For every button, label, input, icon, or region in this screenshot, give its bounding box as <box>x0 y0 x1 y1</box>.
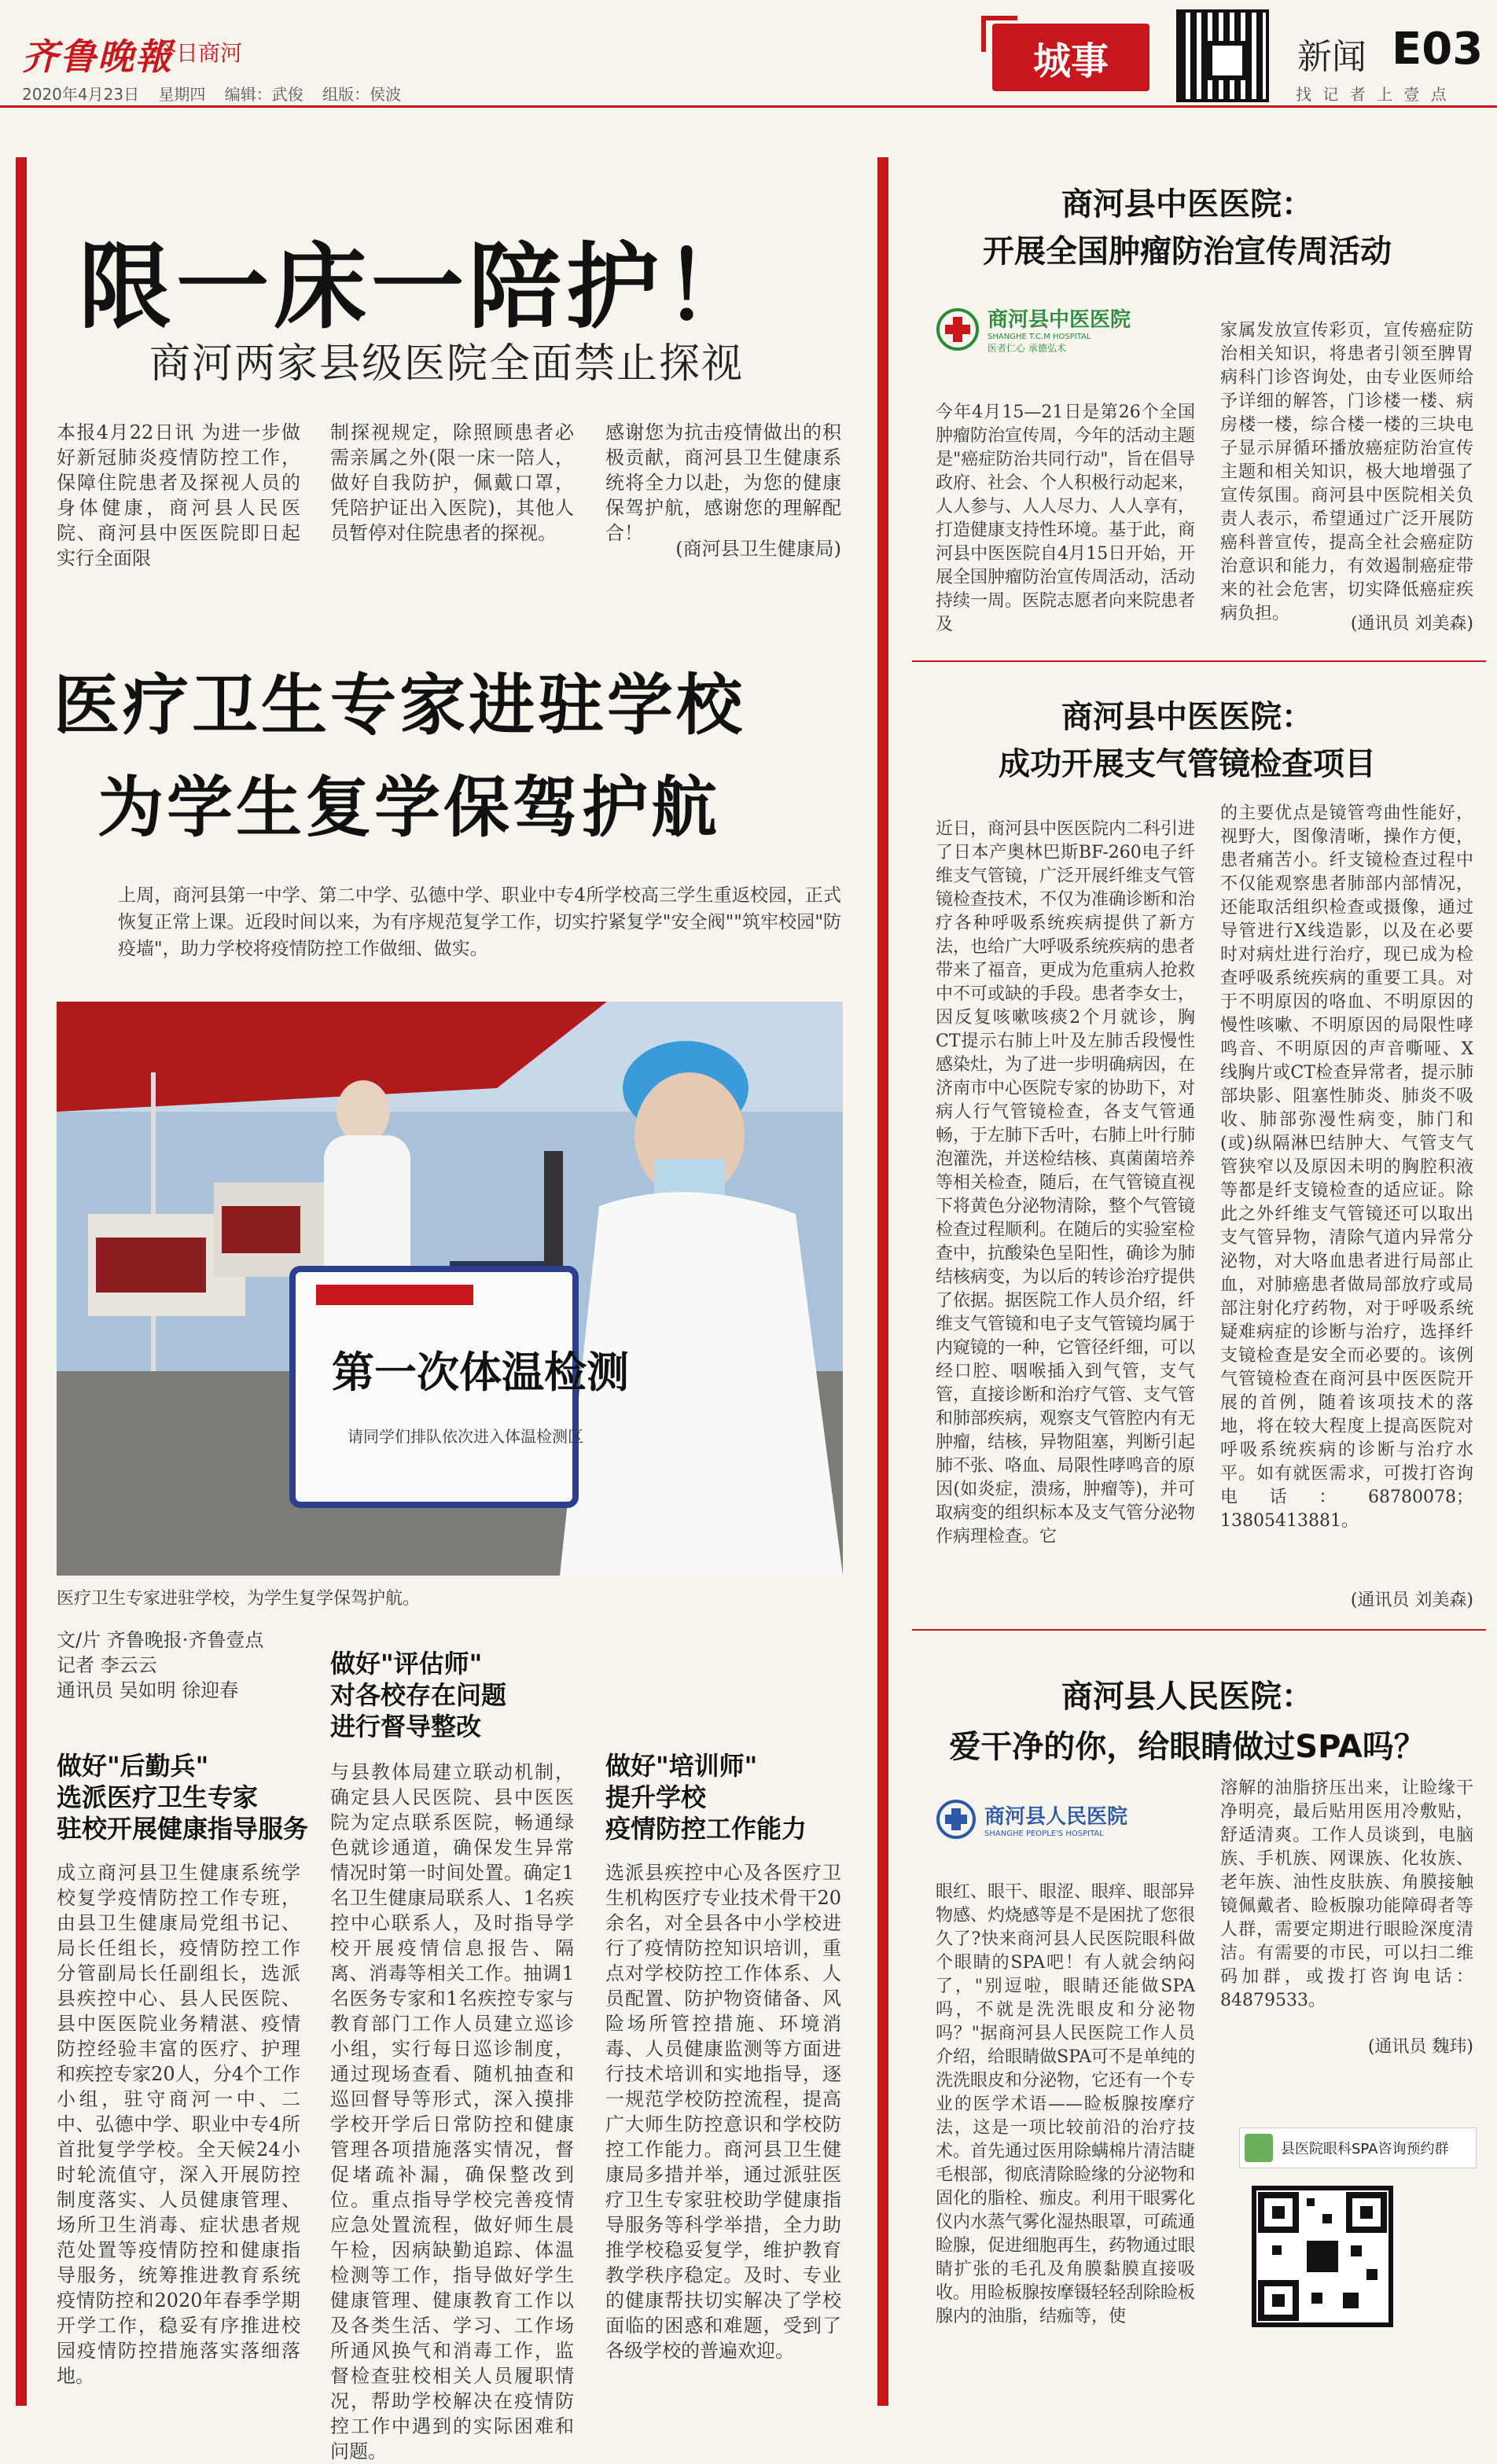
story3-title-line1: 商河县中医医院： <box>1061 186 1313 222</box>
story2-sub1-body: 成立商河县卫生健康系统学校复学疫情防控工作专班，由县卫生健康局党组书记、局长任组长，疫情防控工作分管副局长任副组长，选派县疾控中心、县人民医院、县中医医院业务精湛、疫情防控经验丰富的医疗、护理和疾控专家20人，分4个工作小组，驻守商河一中、二中、弘德中学、职业中专4所首批复学学校。全天候24小时轮流值守，深入开展防控制度落实、人员健康管理、场所卫生消毒、症状患者规范处置等疫情防控和健康指导服务，统筹推进教育系统疫情防控和2020年春季学期开学工作，稳妥有序推进校园疫情防控措施落实落细落地。 <box>57 1862 300 2387</box>
credit-line: 记者 李云云 <box>57 1654 157 1676</box>
story3-logo-name: 商河县中医医院 <box>988 308 1131 332</box>
story4-col2: 的主要优点是镜管弯曲性能好，视野大，图像清晰，操作方便，患者痛苦小。纤支镜检查过程中不仅能观察患者肺部内部情况，还能取活组织检查或摄像，通过导管进行X线造影，以及在必要时对病灶进行治疗，现已成为检查呼吸系统疾病的重要工具。对于不明原因的咯血、不明原因的慢性咳嗽、不明原因的局限性哮鸣音、不明原因的声音嘶哑、X线胸片或CT检查异常者，提示肺部块影、阻塞性肺炎、肺炎不吸收、肺部弥漫性病变，肺门和(或)纵隔淋巴结肿大、气管支气管狭窄以及原因未明的胸腔积液等都是纤支镜检查的适应证。除此之外纤维支气管镜还可以取出支气管异物，清除气道内异常分泌物，对大咯血患者进行局部止血，对肺癌患者做局部放疗或局部注射化疗药物，对于呼吸系统疑难病症的诊断与治疗，选择纤支镜检查是安全而必要的。该例气管镜检查在商河县中医医院开展的首例，随着该项技术的落地，将在较大程度上提高医院对呼吸系统疾病的诊断与治疗水平。如有就医需求，可拨打咨询电话：68780078；13805413881。 <box>1220 804 1473 1531</box>
news-label: 新闻 <box>1297 37 1366 77</box>
story5-col2: 溶解的油脂挤压出来，让睑缘干净明亮，最后贴用医用冷敷贴，舒适清爽。工作人员谈到，电脑族、手机族、网课族、化妆族、老年族、油性皮肤族、角膜接触镜佩戴者、睑板腺功能障碍者等人群，需要定期进行眼睑深度清洁。有需要的市民，可以扫二维码加群，或拨打咨询电话：84879533。 <box>1220 1778 1473 2010</box>
section-divider <box>912 660 1486 662</box>
date: 2020年4月23日 <box>22 85 140 104</box>
story4-title-line2: 成功开展支气管镜检查项目 <box>999 746 1376 782</box>
story2-lead: 上周，商河县第一中学、第二中学、弘德中学、职业中专4所学校高三学生重返校园，正式恢复正常上课。近段时间以来，为有序规范复学工作，切实拧紧复学"安全阀""筑牢校园"防疫墙"，助力学校将疫情防控工作做细、做实。 <box>118 885 841 959</box>
story1-title: 限一床一陪护！ <box>79 233 762 341</box>
photo-sign-subtext: 请同学们排队依次进入体温检测区 <box>348 1427 583 1446</box>
editor: 编辑：武俊 <box>224 85 303 104</box>
story5-title-line1: 商河县人民医院： <box>1061 1679 1313 1715</box>
story3-logo <box>936 303 1171 355</box>
story2-title-line1: 医疗卫生专家进驻学校 <box>53 667 746 744</box>
story5-logo <box>936 1799 1171 1840</box>
story2-subhead3: 做好"培训师" 提升学校 疫情防控工作能力 <box>605 1751 807 1844</box>
story5-source: (通讯员 魏玮) <box>1367 2037 1473 2057</box>
story3-title-line2: 开展全国肿瘤防治宣传周活动 <box>983 234 1392 270</box>
story4-source: (通讯员 刘美森) <box>1350 1591 1473 1610</box>
section-divider <box>912 1629 1486 1631</box>
story4-col1: 近日，商河县中医医院内二科引进了日本产奥林巴斯BF-260电子纤维支气管镜，广泛开展纤维支气管镜检查技术，不仅为准确诊断和治疗各种呼吸系统疾病提供了新方法，也给广大呼吸系统疾病的患者带来了福音，更成为危重病人抢救中不可或缺的手段。患者李女士，因反复咳嗽咳痰2个月就诊，胸CT提示右肺上叶及左肺舌段慢性感染灶，为了进一步明确病因，在济南市中心医院专家的协助下，对病人行气管镜检查，各支气管通畅，于左肺下舌叶，右肺上叶行肺泡灌洗，并送检结核、真菌菌培养等相关检查，随后，在气管镜直视下将黄色分泌物清除，整个气管镜检查过程顺利。在随后的实验室检查中，抗酸染色呈阳性，确诊为肺结核病变，为以后的转诊治疗提供了依据。据医院工作人员介绍，纤维支气管镜和电子支气管镜均属于内窥镜的一种，它管径纤细，可以经口腔、咽喉插入到气管，支气管，直接诊断和治疗气管、支气管和肺部疾病，观察支气管腔内有无肿瘤，结核，异物阻塞，判断引起肺不张、咯血、局限性哮鸣音的原因(如炎症，溃疡，肿瘤等)，并可取病变的组织标本及支气管分泌物作病理检查。它 <box>936 819 1196 1546</box>
hospital-logo-icon <box>936 307 980 351</box>
story4-title-line1: 商河县中医医院： <box>1061 699 1313 735</box>
story5-title-line2: 爱干净的你，给眼睛做过SPA吗？ <box>949 1729 1425 1765</box>
header-rule <box>0 105 1497 108</box>
hospital-logo-icon <box>936 1799 977 1840</box>
photo-caption: 医疗卫生专家进驻学校，为学生复学保驾护航。 <box>57 1589 421 1609</box>
story5-col1: 眼红、眼干、眼涩、眼痒、眼部异物感、灼烧感等是不是困扰了您很久了?快来商河县人民医院眼科做个眼睛的SPA吧！有人就会纳闷了，"别逗啦，眼睛还能做SPA吗，不就是洗洗眼皮和分泌物吗？"据商河县人民医院工作人员介绍，给眼睛做SPA可不是单纯的洗洗眼皮和分泌物，它还有一个专业的医学术语——睑板腺按摩疗法，这是一项比较前沿的治疗技术。首先通过医用除螨棉片清洁睫毛根部，彻底清除睑缘的分泌物和固化的脂栓、痂皮。利用干眼雾化仪内水蒸气雾化湿热眼罩，可疏通睑腺，促进细胞再生，药物通过眼睛扩张的毛孔及角膜黏膜直接吸收。用睑板腺按摩镊轻轻刮除睑板腺内的油脂，结痂等，使 <box>936 1882 1196 2326</box>
story1-col2: 制探视规定，除照顾患者必需亲属之外(限一床一陪人，做好自我防护，佩戴口罩，凭陪护证出入医院)，其他人员暂停对住院患者的探视。 <box>330 421 574 544</box>
section-tag: 城事 <box>992 24 1149 91</box>
story3-logo-motto: 医者仁心 承德弘术 <box>988 343 1066 354</box>
story2-sub2-body: 与县教体局建立联动机制，确定县人民医院、县中医医院为定点联系医院，畅通绿色就诊通道，确保发生异常情况时第一时间处置。确定1名卫生健康局联系人、1名疾控中心联系人，及时指导学校开展疫情信息报告、隔离、消毒等相关工作。抽调1名医务专家和1名疾控专家与教育部门工作人员建立巡诊小组，实行每日巡诊制度，通过现场查看、随机抽查和巡回督导等形式，深入摸排学校开学后日常防控和健康管理各项措施落实情况，督促堵疏补漏，确保整改到位。重点指导学校完善疫情应急处置流程，做好师生晨午检，因病缺勤追踪、体温检测等工作，指导做好学生健康管理、健康教育工作以及各类生活、学习、工作场所通风换气和消毒工作，监督检查驻校相关人员履职情况，帮助学校解决在疫情防控工作中遇到的实际困难和问题。 <box>330 1761 574 2462</box>
layout-editor: 组版：侯波 <box>322 85 402 104</box>
credit-line: 通讯员 吴如明 徐迎春 <box>57 1679 239 1701</box>
weekday: 星期四 <box>158 85 206 104</box>
dateline <box>22 82 415 105</box>
group-label: 县医院眼科SPA咨询预约群 <box>1281 2141 1449 2157</box>
story2-subhead1: 做好"后勤兵" 选派医疗卫生专家 驻校开展健康指导服务 <box>57 1751 309 1844</box>
story3-col1: 今年4月15—21日是第26个全国肿瘤防治宣传周，今年的活动主题是"癌症防治共同行动"，旨在倡导政府、社会、个人积极行动起来，人人参与、人人尽力、人人享有，打造健康支持性环境。基于此，商河县中医医院自4月15日开始，开展全国肿瘤防治宣传周活动，活动持续一周。医院志愿者向来院患者及 <box>936 403 1196 634</box>
story2-sub3-body: 选派县疾控中心及各医疗卫生机构医疗专业技术骨干20余名，对全县各中小学校进行了疫情防控知识培训，重点对学校防控工作体系、人员配置、防护物资储备、风险场所管控措施、环境消毒、人员健康监测等方面进行技术培训和实地指导，逐一规范学校防控流程，提高广大师生防控意识和学校防控工作能力。商河县卫生健康局多措并举，通过派驻医疗卫生专家驻校助学健康指导服务等科学举措，全力助推学校稳妥复学，维护教育教学秩序稳定。及时、专业的健康帮扶切实解决了学校面临的困惑和难题，受到了各级学校的普遍欢迎。 <box>605 1862 841 2362</box>
story3-col2: 家属发放宣传彩页，宣传癌症防治相关知识，将患者引领至脾胃病科门诊咨询处，由专业医师给予详细的解答，门诊楼一楼、病房楼一楼，综合楼一楼的三块电子显示屏循环播放癌症防治宣传主题和相关知识，极大地增强了宣传氛围。商河县中医院相关负责人表示，希望通过广泛开展防癌科普宣传，提高全社会癌症防治意识和能力，有效遏制癌症带来的社会危害，切实降低癌症疾病负担。 <box>1220 321 1473 623</box>
group-avatar-icon <box>1245 2134 1273 2162</box>
story1-col1: 本报4月22日讯 为进一步做好新冠肺炎疫情防控工作，保障住院患者及探视人员的身体健康，商河县人民医院、商河县中医医院即日起实行全面限 <box>57 421 300 569</box>
qr-code-icon[interactable] <box>1252 2186 1393 2327</box>
story1-subtitle: 商河两家县级医院全面禁止探视 <box>149 340 745 388</box>
story3-logo-en: SHANGHE T.C.M HOSPITAL <box>988 333 1091 341</box>
story1-col3: 感谢您为抗击疫情做出的积极贡献，商河县卫生健康系统将全力以赴，为您的健康保驾护航，感谢您的理解配合！ <box>605 421 841 544</box>
story2-title-line2: 为学生复学保驾护航 <box>97 769 721 846</box>
story2-photo <box>57 1002 843 1576</box>
story3-source: (通讯员 刘美森) <box>1350 614 1473 634</box>
story2-credit <box>57 1627 263 1703</box>
masthead-brand: 齐鲁晚報 <box>22 35 173 78</box>
story2-subhead2: 做好"评估师" 对各校存在问题 进行督导整改 <box>330 1649 507 1741</box>
photo-sign-text: 第一次体温检测 <box>332 1348 629 1397</box>
qr-code-icon[interactable] <box>1176 9 1269 102</box>
masthead-subtitle: 今日商河 <box>154 40 243 66</box>
story1-source: (商河县卫生健康局) <box>675 538 841 560</box>
photo-illustration <box>57 1002 843 1576</box>
wechat-group-bar[interactable] <box>1239 2127 1477 2168</box>
story5-logo-name: 商河县人民医院 <box>984 1805 1128 1829</box>
credit-line: 文/片 齐鲁晚报·齐鲁壹点 <box>57 1629 264 1651</box>
reporter-contact: 找 记 者 上 壹 点 <box>1296 85 1450 104</box>
story5-logo-en: SHANGHE PEOPLE'S HOSPITAL <box>984 1830 1104 1838</box>
page-number: E03 <box>1392 24 1484 75</box>
